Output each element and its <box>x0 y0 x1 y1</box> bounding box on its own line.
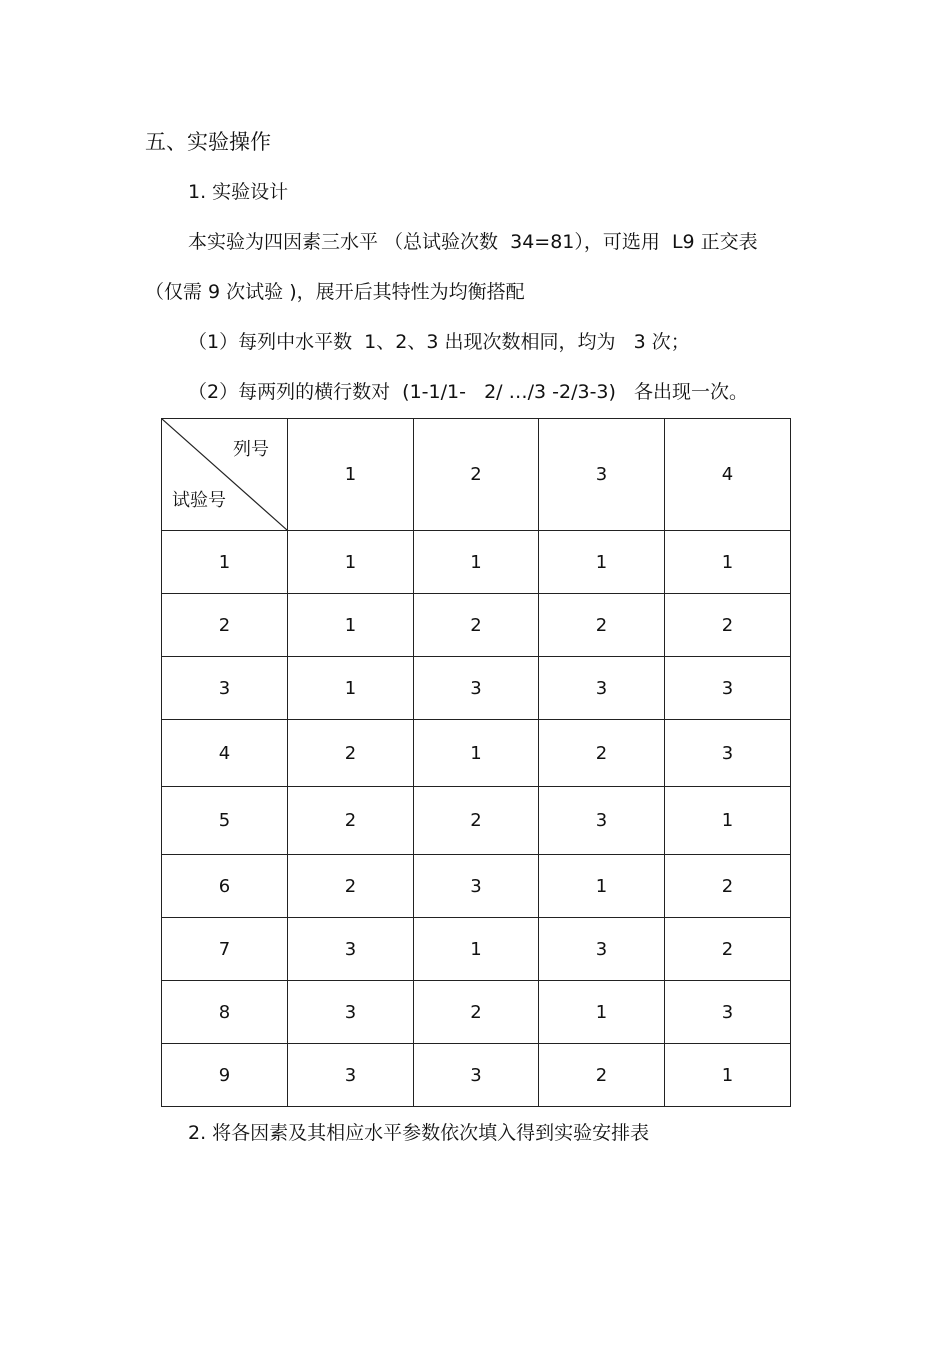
trial-number-cell: 7 <box>162 918 288 981</box>
table-row <box>162 657 791 720</box>
trial-number-cell: 5 <box>162 787 288 855</box>
level-cell: 2 <box>539 594 665 657</box>
level-cell: 1 <box>539 855 665 918</box>
orthogonal-table <box>161 418 791 1107</box>
level-cell: 1 <box>288 657 414 720</box>
trial-number-cell: 2 <box>162 594 288 657</box>
table-row <box>162 1044 791 1107</box>
trial-number-cell: 6 <box>162 855 288 918</box>
level-cell: 3 <box>539 918 665 981</box>
level-cell: 2 <box>414 981 539 1044</box>
table-row <box>162 918 791 981</box>
level-cell: 3 <box>288 981 414 1044</box>
level-cell: 2 <box>665 855 791 918</box>
column-header: 4 <box>665 419 791 531</box>
table-row <box>162 787 791 855</box>
subsection-title-arrangement: 2. 将各因素及其相应水平参数依次填入得到实验安排表 <box>188 1122 650 1144</box>
level-cell: 3 <box>414 855 539 918</box>
level-cell: 2 <box>414 787 539 855</box>
level-cell: 3 <box>288 918 414 981</box>
corner-label-row: 试验号 <box>172 490 226 511</box>
level-cell: 2 <box>288 720 414 787</box>
level-cell: 2 <box>665 594 791 657</box>
table-header-row <box>162 419 791 531</box>
level-cell: 1 <box>288 594 414 657</box>
trial-number-cell: 1 <box>162 531 288 594</box>
level-cell: 2 <box>414 594 539 657</box>
table-row <box>162 720 791 787</box>
level-cell: 1 <box>665 787 791 855</box>
table-row <box>162 855 791 918</box>
level-cell: 3 <box>539 657 665 720</box>
table-corner-cell <box>162 419 288 531</box>
table-row <box>162 594 791 657</box>
list-item-1: （1）每列中水平数 1、2、3 出现次数相同，均为 3 次； <box>188 331 690 353</box>
level-cell: 3 <box>539 787 665 855</box>
table-row <box>162 531 791 594</box>
level-cell: 3 <box>665 657 791 720</box>
paragraph-line-1: 本实验为四因素三水平 （总试验次数 34=81），可选用 L9 正交表 <box>188 231 758 253</box>
paragraph-line-2: （仅需 9 次试验 )，展开后其特性为均衡搭配 <box>145 281 525 303</box>
trial-number-cell: 3 <box>162 657 288 720</box>
level-cell: 1 <box>539 981 665 1044</box>
trial-number-cell: 9 <box>162 1044 288 1107</box>
level-cell: 3 <box>665 720 791 787</box>
trial-number-cell: 8 <box>162 981 288 1044</box>
subsection-title-design: 1. 实验设计 <box>188 181 289 203</box>
level-cell: 3 <box>414 1044 539 1107</box>
level-cell: 3 <box>288 1044 414 1107</box>
level-cell: 2 <box>288 787 414 855</box>
section-heading: 五、实验操作 <box>145 130 271 154</box>
corner-label-column: 列号 <box>233 439 269 460</box>
level-cell: 1 <box>414 720 539 787</box>
level-cell: 3 <box>665 981 791 1044</box>
level-cell: 2 <box>539 720 665 787</box>
level-cell: 1 <box>414 918 539 981</box>
level-cell: 1 <box>665 1044 791 1107</box>
level-cell: 1 <box>288 531 414 594</box>
table-row <box>162 981 791 1044</box>
column-header: 2 <box>414 419 539 531</box>
trial-number-cell: 4 <box>162 720 288 787</box>
level-cell: 1 <box>539 531 665 594</box>
list-item-2: （2）每两列的横行数对 (1-1/1- 2/ …/3 -2/3-3) 各出现一次。 <box>188 381 749 403</box>
level-cell: 2 <box>665 918 791 981</box>
level-cell: 1 <box>665 531 791 594</box>
level-cell: 2 <box>539 1044 665 1107</box>
level-cell: 2 <box>288 855 414 918</box>
column-header: 3 <box>539 419 665 531</box>
level-cell: 1 <box>414 531 539 594</box>
level-cell: 3 <box>414 657 539 720</box>
column-header: 1 <box>288 419 414 531</box>
